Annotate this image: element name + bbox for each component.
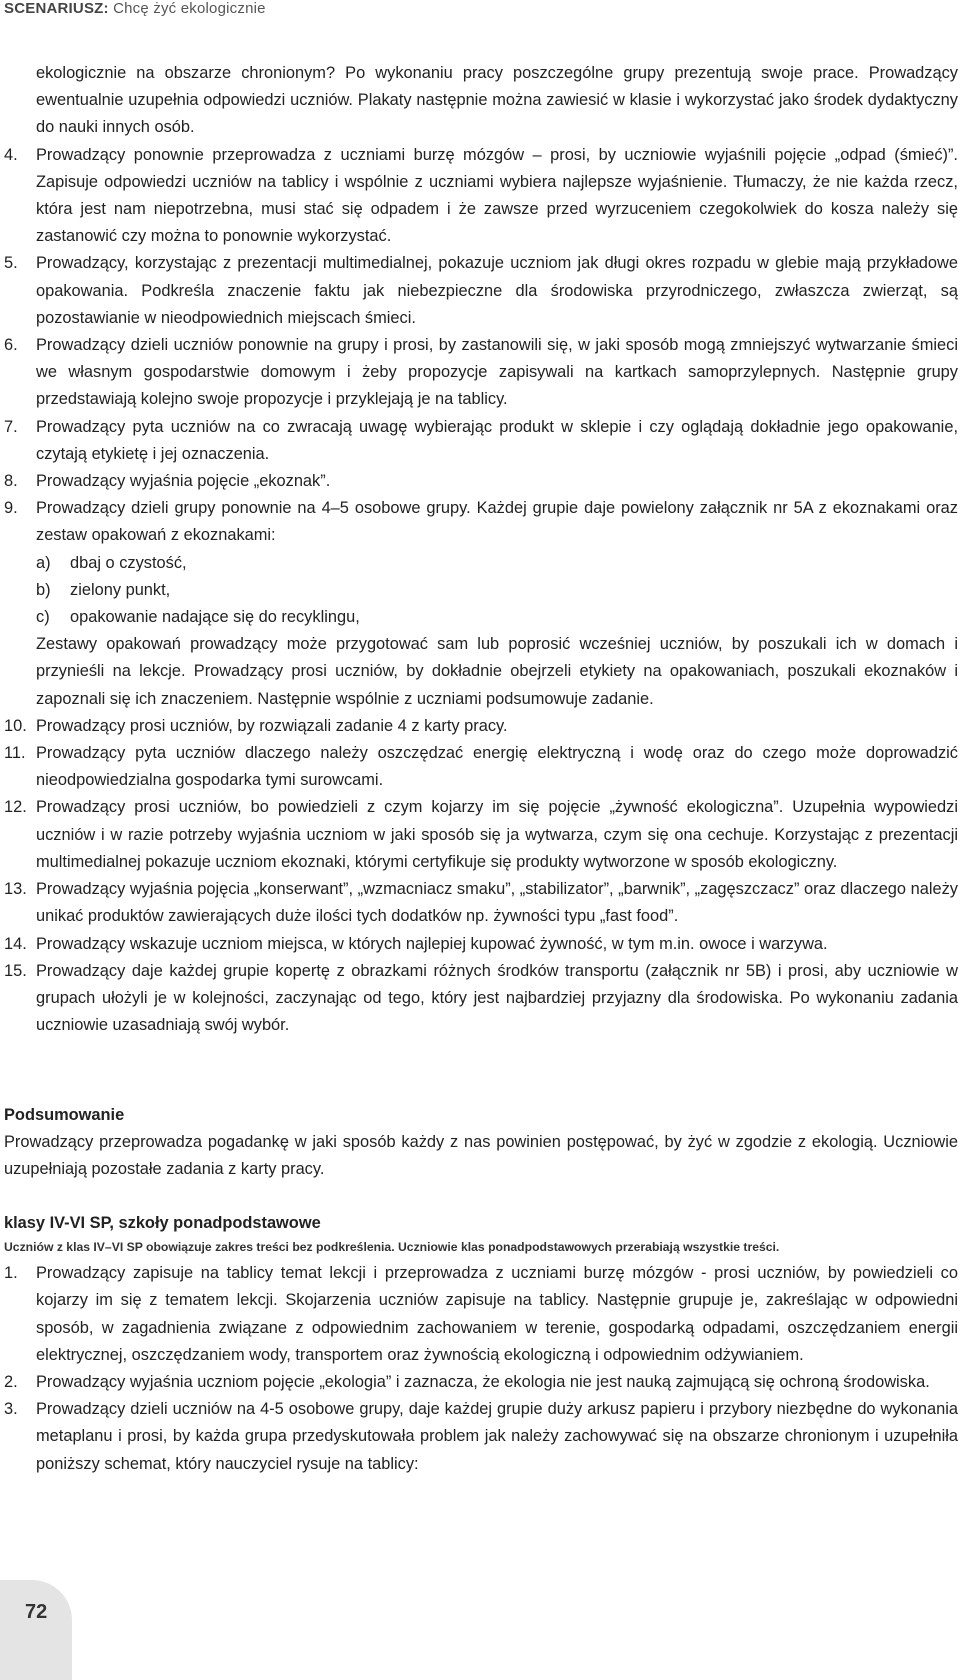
sub-item-text: dbaj o czystość, (70, 553, 187, 572)
list-item (4, 876, 958, 930)
sub-item-letter: a) (36, 553, 51, 572)
item-text: Prowadzący wyjaśnia pojęcia „konserwant”, „wzmacniacz smaku”, „stabilizator”, „barwnik”, „zagęszczacz” oraz dlaczego należy unikać produktów zawierających duże ilości tych dodatków np. żywności typu „fast food”. (36, 880, 958, 926)
summary-text: Prowadzący przeprowadza pogadankę w jaki sposób każdy z nas powinien postępować, by żyć w zgodzie z ekologią. Uczniowie uzupełniają pozostałe zadania z karty pracy. (4, 1133, 958, 1179)
list-item (4, 713, 958, 740)
sub-item (36, 577, 958, 604)
classes-section (4, 1210, 958, 1478)
item-text: Prowadzący pyta uczniów dlaczego należy oszczędzać energię elektryczną i wodę oraz do czego może doprowadzić nieodpowiedzialna gospodarka tymi surowcami. (36, 744, 958, 790)
sub-item (36, 550, 958, 577)
list-item (4, 794, 958, 876)
item-number: 12. (4, 798, 27, 817)
list-item (4, 250, 958, 332)
item-number: 15. (4, 961, 27, 980)
item-text: Prowadzący wyjaśnia uczniom pojęcie „ekologia” i zaznacza, że ekologia nie jest nauką zajmującą się ochroną środowiska. (36, 1373, 930, 1392)
list-item (4, 1369, 958, 1396)
header-title: Chcę żyć ekologicznie (113, 0, 266, 17)
sub-item-text: opakowanie nadające się do recyklingu, (70, 608, 360, 627)
classes-list (4, 1260, 958, 1478)
summary-section (4, 1102, 958, 1184)
sub-item-letter: c) (36, 608, 50, 627)
page-number: 72 (25, 1601, 48, 1623)
header-label: SCENARIUSZ: (4, 0, 109, 17)
item-continuation: Zestawy opakowań prowadzący może przygotować sam lub poprosić wcześniej uczniów, by poszukali ich w domach i przynieśli na lekcje. Prowadzący prosi uczniów, by dokładnie obejrzeli etykiety na opakowaniach, poszukali ekoznaków i zapoznali się ich znaczeniem. Następnie wspólnie z uczniami podsumowuje zadanie. (36, 635, 958, 708)
list-item (4, 468, 958, 495)
item-text: Prowadzący, korzystając z prezentacji multimedialnej, pokazuje uczniom jak długi okres rozpadu w glebie mają przykładowe opakowania. Podkreśla znaczenie faktu jak niebezpieczne dla środowiska przyrodniczego, zwłaszcza zwierząt, są pozostawianie w nieodpowiednich miejscach śmieci. (36, 254, 958, 327)
item-text: Prowadzący dzieli uczniów ponownie na grupy i prosi, by zastanowili się, w jaki sposób mogą zmniejszyć wytwarzanie śmieci we własnym gospodarstwie domowym i żeby propozycje zapisywali na kartkach samoprzylepnych. Następnie grupy przedstawiają kolejno swoje propozycje i przyklejają je na tablicy. (36, 336, 958, 409)
list-item (4, 142, 958, 251)
list-item (4, 958, 958, 1040)
item-text: Prowadzący ponownie przeprowadza z uczniami burzę mózgów – prosi, by uczniowie wyjaśnili pojęcie „odpad (śmieć)”. Zapisuje odpowiedzi uczniów na tablicy i wspólnie z uczniami wybiera najlepsze wyjaśnienie. Tłumaczy, że nie każda rzecz, która jest nam niepotrzebna, musi stać się odpadem i że zawsze przed wyrzuceniem czegokolwiek do kosza należy się zastanowić czy można to ponownie wykorzystać. (36, 145, 958, 246)
continuation-paragraph: ekologicznie na obszarze chronionym? Po wykonaniu pracy poszczególne grupy prezentują swoje prace. Prowadzący ewentualnie uzupełnia odpowiedzi uczniów. Plakaty następnie można zawiesić w klasie i wykorzystać jako środek dydaktyczny do nauki innych osób. (36, 64, 958, 137)
item-number: 7. (4, 417, 18, 436)
classes-note: Uczniów z klas IV–VI SP obowiązuje zakres treści bez podkreślenia. Uczniowie klas ponadpodstawowych przerabiają wszystkie treści. (4, 1240, 780, 1255)
item-text: Prowadzący wskazuje uczniom miejsca, w których najlepiej kupować żywność, w tym m.in. owoce i warzywa. (36, 934, 828, 953)
list-item (4, 332, 958, 414)
item-number: 6. (4, 336, 18, 355)
item-number: 1. (4, 1264, 18, 1283)
lesson-steps (4, 60, 958, 1039)
item-text: Prowadzący wyjaśnia pojęcie „ekoznak”. (36, 472, 331, 491)
list-item (4, 414, 958, 468)
item-number: 11. (4, 744, 26, 763)
summary-title: Podsumowanie (4, 1106, 125, 1124)
item-number: 4. (4, 145, 18, 164)
list-item (4, 1396, 958, 1478)
item-number: 9. (4, 499, 18, 518)
sub-item (36, 604, 958, 631)
classes-title: klasy IV-VI SP, szkoły ponadpodstawowe (4, 1214, 321, 1232)
page-number-tab (0, 1580, 72, 1680)
list-item (4, 495, 958, 713)
item-text: Prowadzący dzieli uczniów na 4-5 osobowe grupy, daje każdej grupie duży arkusz papieru i przybory niezbędne do wykonania metaplanu i prosi, by każda grupa przedyskutowała problem jak należy zachowywać się na obszarze chronionym i uzupełniła poniższy schemat, który nauczyciel rysuje na tablicy: (36, 1400, 958, 1473)
item-text: Prowadzący prosi uczniów, by rozwiązali zadanie 4 z karty pracy. (36, 716, 508, 735)
item-number: 10. (4, 716, 27, 735)
item-text: Prowadzący dzieli grupy ponownie na 4–5 osobowe grupy. Każdej grupie daje powielony załącznik nr 5A z ekoznakami oraz zestaw opakowań z ekoznakami: (36, 499, 958, 545)
item-text: Prowadzący zapisuje na tablicy temat lekcji i przeprowadza z uczniami burzę mózgów - prosi uczniów, by powiedzieli co kojarzy im się z tematem lekcji. Skojarzenia uczniów zapisuje na tablicy. Następnie grupuje je, zakreślając w odpowiedni sposób, w zagadnienia związane z odpowiednim zachowaniem w terenie, gospodarką odpadami, oszczędzaniem energii elektrycznej, oszczędzaniem wody, transportem oraz żywnością ekologiczną i odpowiednim odżywianiem. (36, 1264, 958, 1364)
item-number: 3. (4, 1400, 18, 1419)
list-item (4, 740, 958, 794)
item-number: 8. (4, 472, 18, 491)
item-number: 13. (4, 880, 27, 899)
item-text: Prowadzący prosi uczniów, bo powiedzieli z czym kojarzy im się pojęcie „żywność ekologiczna”. Uzupełnia wypowiedzi uczniów i w razie potrzeby wyjaśnia uczniom w jaki sposób się ja wytwarza, czym się ona cechuje. Korzystając z prezentacji multimedialnej pokazuje uczniom ekoznaki, którymi certyfikuje się produkty wytworzone w sposób ekologiczny. (36, 798, 958, 871)
item-number: 2. (4, 1373, 18, 1392)
item-text: Prowadzący pyta uczniów na co zwracają uwagę wybierając produkt w sklepie i czy oglądają dokładnie jego opakowanie, czytają etykietę i jej oznaczenia. (36, 417, 958, 463)
sub-item-letter: b) (36, 580, 51, 599)
sub-item-text: zielony punkt, (70, 580, 171, 599)
item-number: 14. (4, 934, 27, 953)
item-number: 5. (4, 254, 18, 273)
item-text: Prowadzący daje każdej grupie kopertę z obrazkami różnych środków transportu (załącznik nr 5B) i prosi, aby uczniowie w grupach ułożyli je w kolejności, zaczynając od tego, który jest najbardziej przyjazny dla środowiska. Po wykonaniu zadania uczniowie uzasadniają swój wybór. (36, 961, 958, 1035)
running-header (4, 0, 266, 17)
list-item (4, 1260, 958, 1369)
list-item (4, 931, 958, 958)
